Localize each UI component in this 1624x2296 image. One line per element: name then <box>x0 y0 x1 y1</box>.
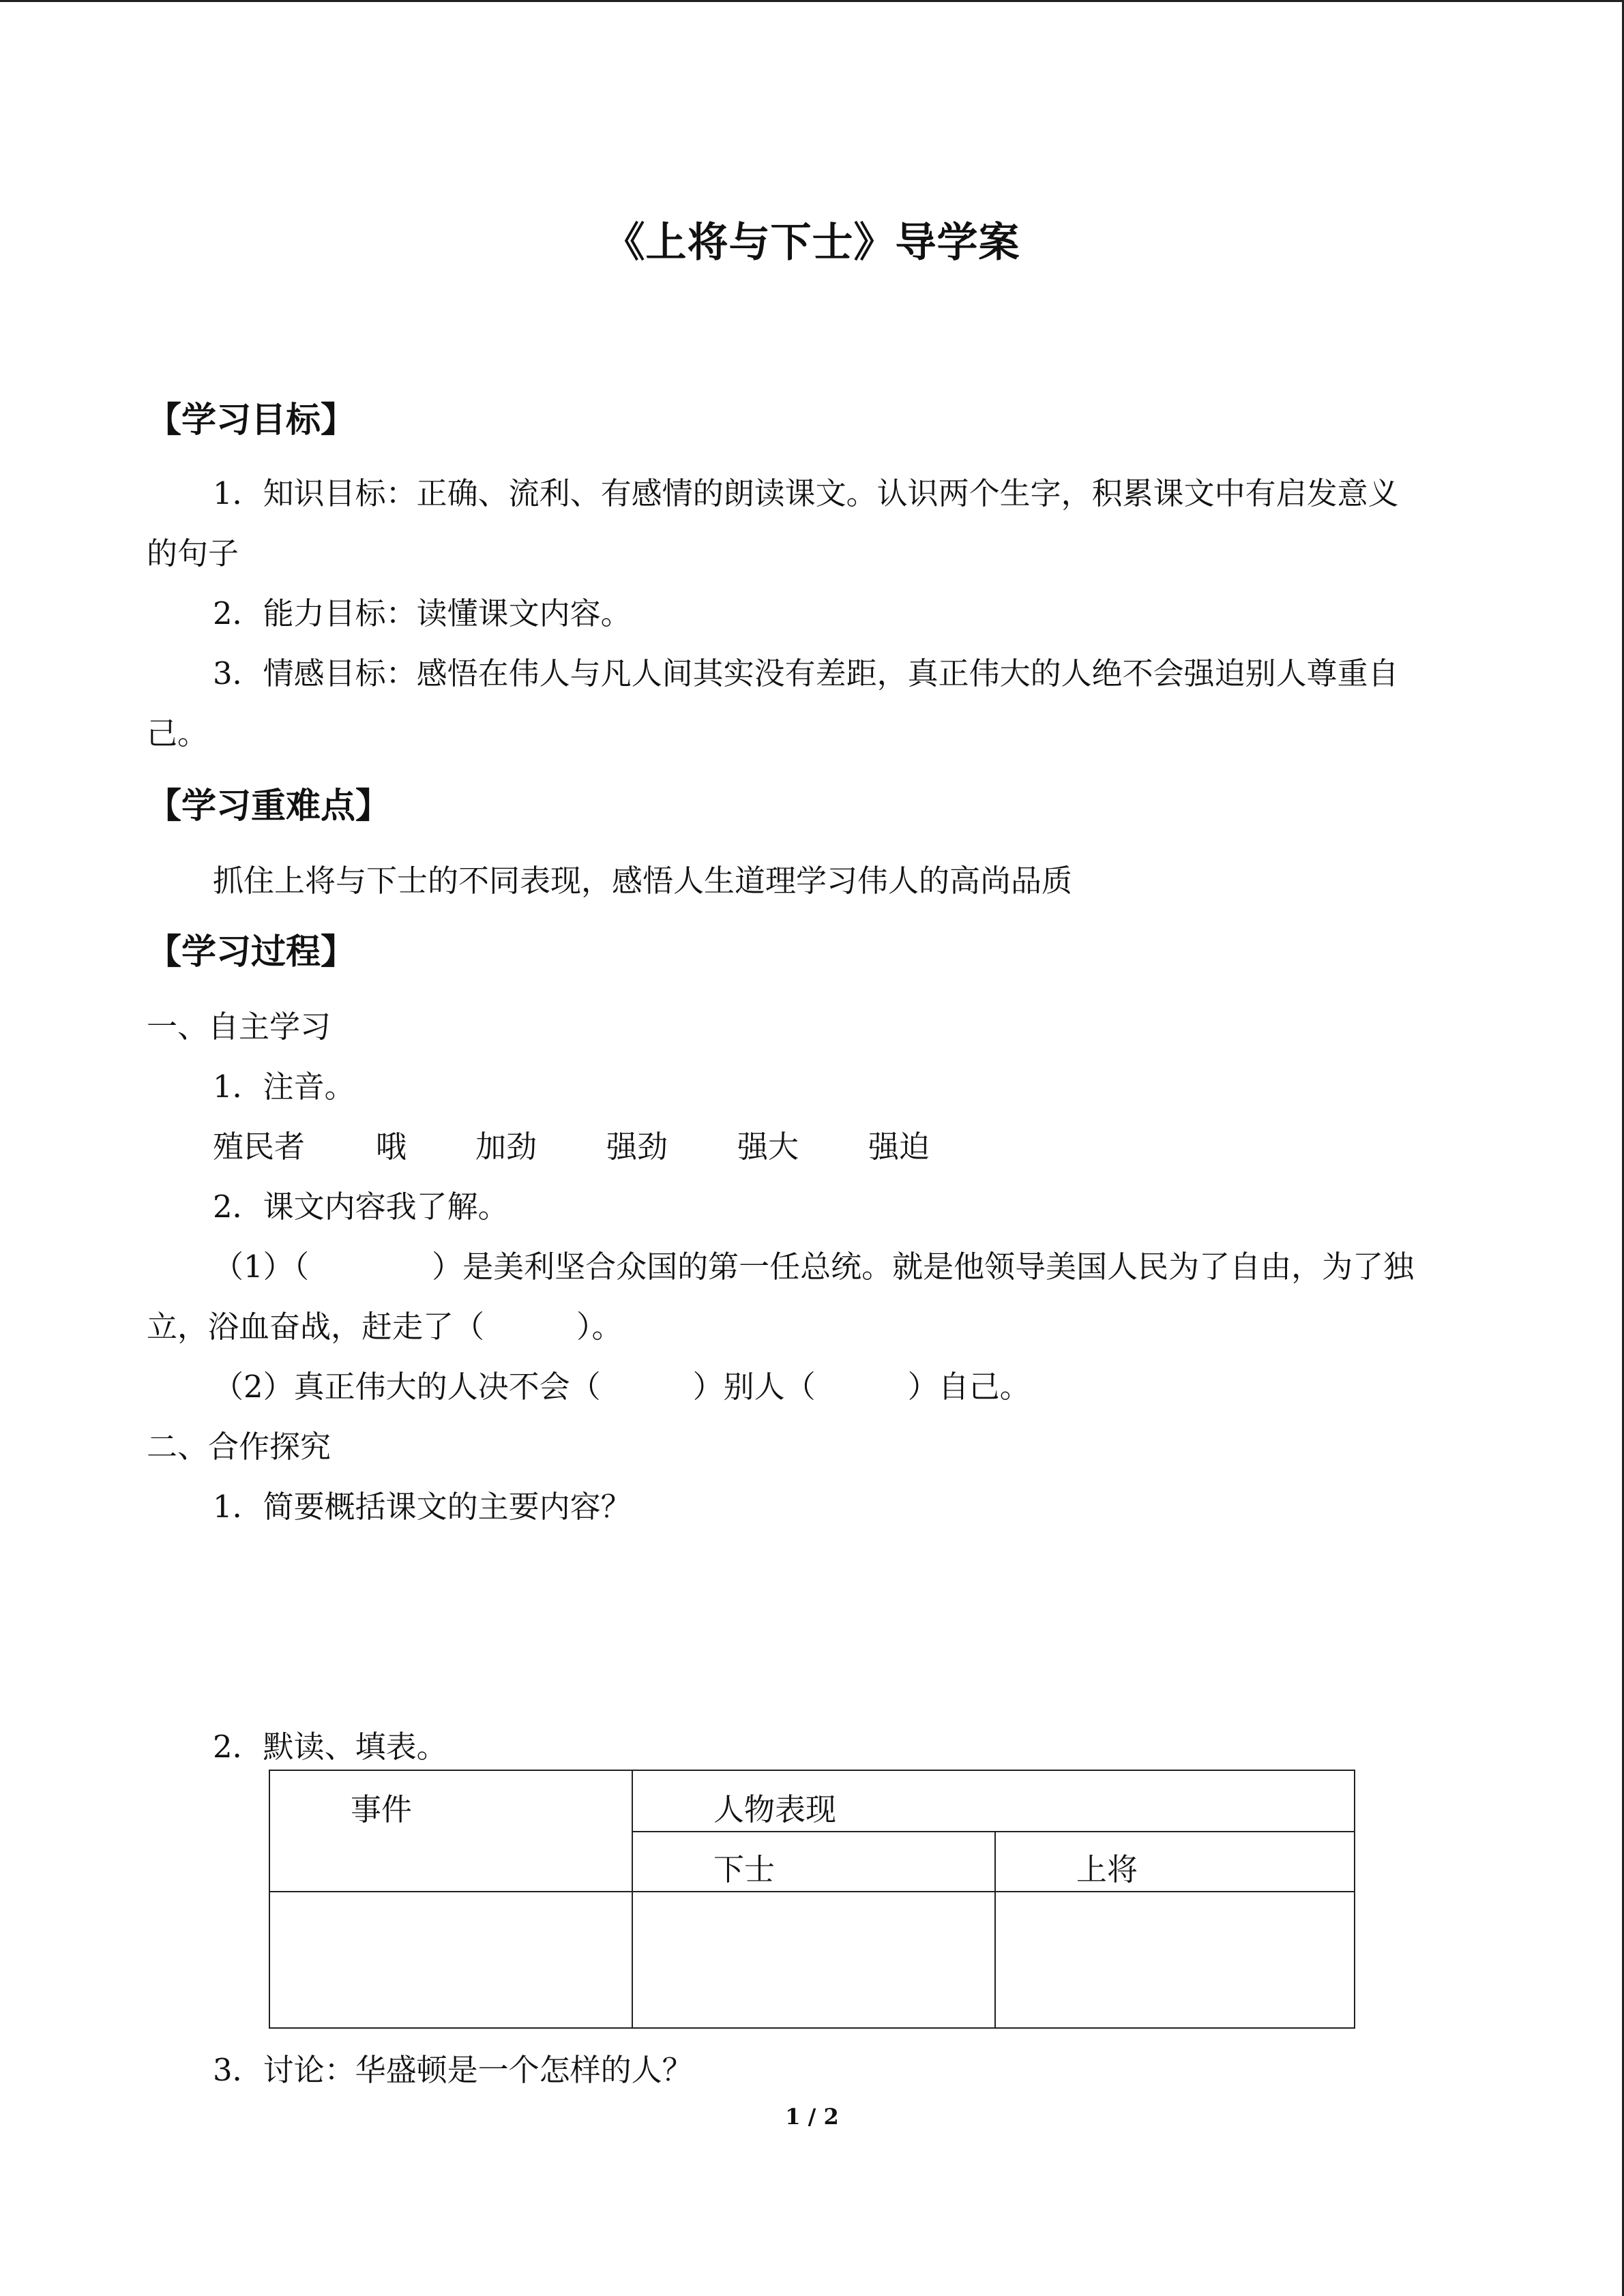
fill-blank-1-line-1: （1）（ ）是美利坚合众国的第一任总统。就是他领导美国人民为了自由，为了独 <box>213 1249 1415 1285</box>
part1-question-1: 1．注音。 <box>213 1069 355 1105</box>
objective-item-3-line-2: 己。 <box>147 715 209 751</box>
part2-question-1: 1．简要概括课文的主要内容？ <box>213 1489 632 1525</box>
objective-item-3-line-1: 3．情感目标：感悟在伟人与凡人间其实没有差距，真正伟大的人绝不会强迫别人尊重自 <box>213 655 1399 691</box>
objective-item-1-line-2: 的句子 <box>147 535 239 571</box>
process-heading: 【学习过程】 <box>147 932 356 972</box>
pinyin-word: 强迫 <box>868 1129 930 1165</box>
table-divider <box>632 1831 1354 1832</box>
objectives-heading: 【学习目标】 <box>147 400 356 441</box>
pinyin-word: 强大 <box>737 1129 799 1165</box>
objective-item-2: 2．能力目标：读懂课文内容。 <box>213 595 632 631</box>
table-answer-cell[interactable] <box>270 1892 632 2027</box>
key-points-text: 抓住上将与下士的不同表现，感悟人生道理学习伟人的高尚品质 <box>213 863 1073 899</box>
table-subheader-general: 上将 <box>1076 1851 1138 1888</box>
table-header-event: 事件 <box>351 1791 413 1828</box>
part2-label: 二、合作探究 <box>147 1429 331 1465</box>
page-title: 《上将与下士》导学案 <box>604 219 1020 267</box>
objective-item-1-line-1: 1．知识目标：正确、流利、有感情的朗读课文。认识两个生字，积累课文中有启发意义 <box>213 475 1399 511</box>
part2-question-3: 3．讨论：华盛顿是一个怎样的人？ <box>213 2052 693 2088</box>
fill-blank-1-line-2: 立，浴血奋战，赶走了（ ）。 <box>147 1309 623 1345</box>
page-number: 1 / 2 <box>785 2104 839 2130</box>
pinyin-word: 哦 <box>376 1129 407 1165</box>
part2-question-2: 2．默读、填表。 <box>213 1729 447 1765</box>
table-answer-cell[interactable] <box>633 1892 994 2027</box>
pinyin-word: 强劲 <box>606 1129 668 1165</box>
page-border-top <box>0 0 1624 2</box>
table-header-performance: 人物表现 <box>713 1791 837 1828</box>
table-answer-cell[interactable] <box>996 1892 1354 2027</box>
fill-in-table <box>269 1770 1355 2029</box>
table-subheader-corporal: 下士 <box>713 1851 776 1888</box>
part1-question-2: 2．课文内容我了解。 <box>213 1189 509 1225</box>
pinyin-word: 加劲 <box>475 1129 537 1165</box>
key-points-heading: 【学习重难点】 <box>147 786 391 826</box>
part1-label: 一、自主学习 <box>147 1009 331 1045</box>
pinyin-word: 殖民者 <box>213 1129 306 1165</box>
fill-blank-2: （2）真正伟大的人决不会（ ）别人（ ）自己。 <box>213 1369 1031 1405</box>
